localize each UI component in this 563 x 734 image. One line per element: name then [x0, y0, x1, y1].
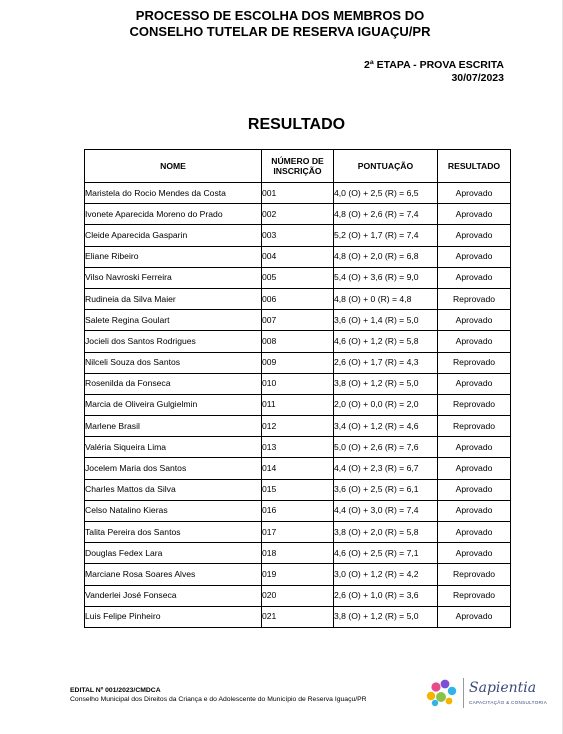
cell-result: Aprovado [438, 204, 511, 225]
cell-result: Aprovado [438, 267, 511, 288]
cell-name: Charles Mattos da Silva [85, 479, 262, 500]
cell-number: 012 [262, 416, 334, 437]
table-row [85, 522, 511, 543]
cell-number: 011 [262, 394, 334, 415]
table-row [85, 394, 511, 415]
cell-number: 021 [262, 606, 334, 627]
cell-number: 015 [262, 479, 334, 500]
cell-name: Talita Pereira dos Santos [85, 522, 262, 543]
cell-name: Ivonete Aparecida Moreno do Prado [85, 204, 262, 225]
cell-name: Douglas Fedex Lara [85, 543, 262, 564]
cell-score: 4,4 (O) + 3,0 (R) = 7,4 [334, 500, 438, 521]
cell-name: Marcia de Oliveira Gulgielmin [85, 394, 262, 415]
cell-result: Aprovado [438, 183, 511, 204]
cell-result: Aprovado [438, 246, 511, 267]
column-header-number-line-2: INSCRIÇÃO [273, 166, 322, 176]
results-table [84, 149, 511, 628]
table-row [85, 225, 511, 246]
column-header-number [262, 150, 334, 183]
footer-council: Conselho Municipal dos Direitos da Criança e do Adolescente do Município de Reserva Iguaçu/PR [70, 696, 367, 703]
cell-score: 4,4 (O) + 2,3 (R) = 6,7 [334, 458, 438, 479]
cell-number: 010 [262, 373, 334, 394]
table-row [85, 331, 511, 352]
table-row [85, 543, 511, 564]
cell-result: Aprovado [438, 606, 511, 627]
logo-name: Sapientia [469, 680, 537, 696]
cell-number: 004 [262, 246, 334, 267]
cell-name: Vanderlei José Fonseca [85, 585, 262, 606]
cell-result: Aprovado [438, 458, 511, 479]
cell-name: Nilceli Souza dos Santos [85, 352, 262, 373]
table-row [85, 437, 511, 458]
cell-score: 4,6 (O) + 2,5 (R) = 7,1 [334, 543, 438, 564]
cell-number: 018 [262, 543, 334, 564]
cell-number: 014 [262, 458, 334, 479]
cell-score: 4,8 (O) + 2,6 (R) = 7,4 [334, 204, 438, 225]
table-row [85, 458, 511, 479]
table-row [85, 373, 511, 394]
cell-number: 003 [262, 225, 334, 246]
cell-score: 5,0 (O) + 2,6 (R) = 7,6 [334, 437, 438, 458]
cell-result: Aprovado [438, 373, 511, 394]
results-table-body [85, 183, 511, 628]
cell-result: Aprovado [438, 479, 511, 500]
cell-number: 016 [262, 500, 334, 521]
column-header-result: RESULTADO [438, 150, 511, 183]
column-header-score: PONTUAÇÃO [334, 150, 438, 183]
cell-number: 013 [262, 437, 334, 458]
cell-score: 3,4 (O) + 1,2 (R) = 4,6 [334, 416, 438, 437]
logo-tagline: CAPACITAÇÃO & CONSULTORIA [469, 700, 548, 705]
cell-score: 4,0 (O) + 2,5 (R) = 6,5 [334, 183, 438, 204]
result-heading: RESULTADO [247, 116, 346, 133]
cell-name: Marlene Brasil [85, 416, 262, 437]
table-row [85, 246, 511, 267]
cell-number: 017 [262, 522, 334, 543]
cell-result: Aprovado [438, 543, 511, 564]
cell-score: 3,8 (O) + 1,2 (R) = 5,0 [334, 606, 438, 627]
table-row [85, 204, 511, 225]
cell-name: Jocelem Maria dos Santos [85, 458, 262, 479]
cell-name: Eliane Ribeiro [85, 246, 262, 267]
cell-name: Maristela do Rocio Mendes da Costa [85, 183, 262, 204]
sapientia-logo [425, 676, 548, 712]
cell-score: 2,6 (O) + 1,7 (R) = 4,3 [334, 352, 438, 373]
cell-name: Celso Natalino Kieras [85, 500, 262, 521]
cell-result: Reprovado [438, 352, 511, 373]
cell-name: Cleide Aparecida Gasparin [85, 225, 262, 246]
cell-result: Aprovado [438, 310, 511, 331]
table-row [85, 564, 511, 585]
cell-name: Rudineia da Silva Maier [85, 288, 262, 309]
cell-number: 007 [262, 310, 334, 331]
stage-info [364, 59, 504, 85]
table-row [85, 606, 511, 627]
cell-score: 4,8 (O) + 2,0 (R) = 6,8 [334, 246, 438, 267]
cell-number: 019 [262, 564, 334, 585]
cell-result: Reprovado [438, 416, 511, 437]
cell-name: Valéria Siqueira Lima [85, 437, 262, 458]
cell-result: Reprovado [438, 585, 511, 606]
cell-score: 3,8 (O) + 1,2 (R) = 5,0 [334, 373, 438, 394]
cell-score: 2,0 (O) + 0,0 (R) = 2,0 [334, 394, 438, 415]
cell-result: Aprovado [438, 437, 511, 458]
cell-result: Aprovado [438, 522, 511, 543]
cell-number: 005 [262, 267, 334, 288]
cell-name: Marciane Rosa Soares Alves [85, 564, 262, 585]
footer [70, 686, 367, 704]
table-row [85, 183, 511, 204]
stage-label: 2ª ETAPA - PROVA ESCRITA [363, 59, 504, 71]
table-row [85, 267, 511, 288]
cell-score: 4,8 (O) + 0 (R) = 4,8 [334, 288, 438, 309]
cell-score: 5,4 (O) + 3,6 (R) = 9,0 [334, 267, 438, 288]
footer-edital: EDITAL Nº 001/2023/CMDCA [70, 687, 161, 694]
cell-number: 002 [262, 204, 334, 225]
cell-score: 3,6 (O) + 2,5 (R) = 6,1 [334, 479, 438, 500]
cell-name: Rosenilda da Fonseca [85, 373, 262, 394]
table-row [85, 310, 511, 331]
cell-number: 009 [262, 352, 334, 373]
logo-separator [463, 678, 464, 708]
table-row [85, 500, 511, 521]
cell-number: 001 [262, 183, 334, 204]
table-row [85, 479, 511, 500]
cell-result: Reprovado [438, 564, 511, 585]
title-line-1: PROCESSO DE ESCOLHA DOS MEMBROS DO [135, 8, 425, 23]
stage-date: 30/07/2023 [451, 72, 504, 84]
document-title [90, 8, 470, 40]
cell-result: Reprovado [438, 394, 511, 415]
sapientia-logo-mark-icon [425, 678, 459, 708]
cell-score: 3,6 (O) + 1,4 (R) = 5,0 [334, 310, 438, 331]
cell-result: Aprovado [438, 225, 511, 246]
cell-name: Vilso Navroski Ferreira [85, 267, 262, 288]
cell-score: 4,6 (O) + 1,2 (R) = 5,8 [334, 331, 438, 352]
cell-name: Jocieli dos Santos Rodrigues [85, 331, 262, 352]
cell-result: Aprovado [438, 500, 511, 521]
cell-score: 2,6 (O) + 1,0 (R) = 3,6 [334, 585, 438, 606]
title-line-2: CONSELHO TUTELAR DE RESERVA IGUAÇU/PR [129, 24, 431, 39]
cell-score: 3,8 (O) + 2,0 (R) = 5,8 [334, 522, 438, 543]
table-row [85, 416, 511, 437]
table-row [85, 352, 511, 373]
table-row [85, 288, 511, 309]
cell-name: Luis Felipe Pinheiro [85, 606, 262, 627]
cell-score: 5,2 (O) + 1,7 (R) = 7,4 [334, 225, 438, 246]
cell-number: 008 [262, 331, 334, 352]
table-row [85, 585, 511, 606]
cell-number: 020 [262, 585, 334, 606]
column-header-number-line-1: NÚMERO DE [271, 156, 324, 166]
cell-name: Salete Regina Goulart [85, 310, 262, 331]
cell-result: Reprovado [438, 288, 511, 309]
table-header-row [85, 150, 511, 183]
cell-result: Aprovado [438, 331, 511, 352]
cell-number: 006 [262, 288, 334, 309]
column-header-name: NOME [85, 150, 262, 183]
cell-score: 3,0 (O) + 1,2 (R) = 4,2 [334, 564, 438, 585]
